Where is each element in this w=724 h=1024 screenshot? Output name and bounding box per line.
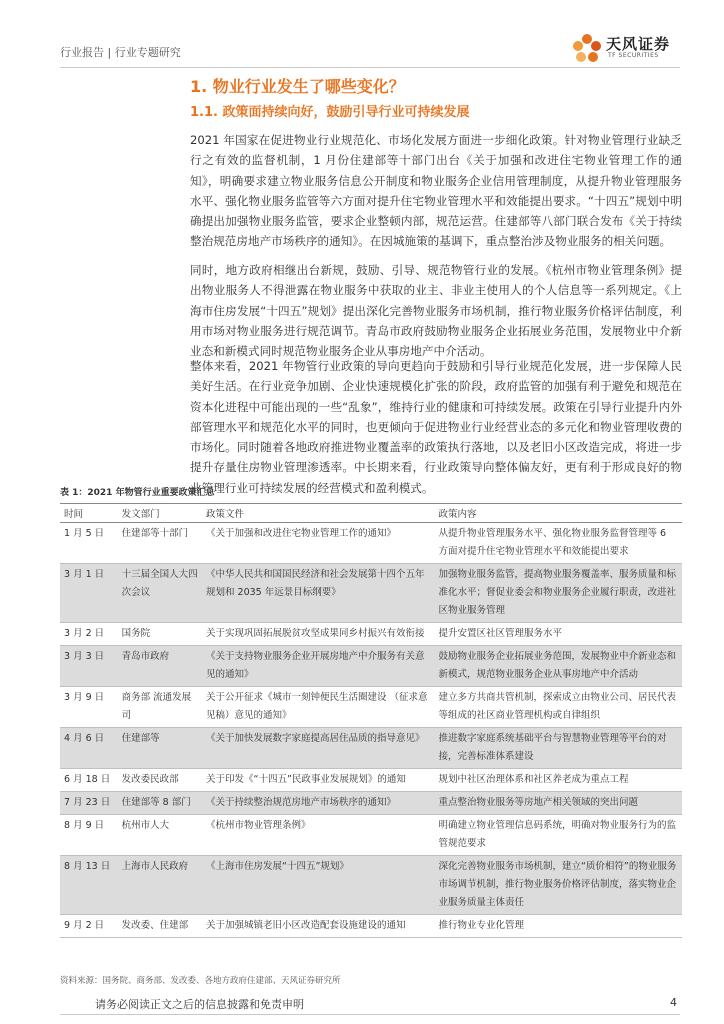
cell-document: 《中华人民共和国国民经济和社会发展第十四个五年规划和 2035 年远景目标纲要》 <box>202 564 434 623</box>
cell-department: 杭州市人大 <box>118 815 202 856</box>
cell-document: 关于实现巩固拓展脱贫攻坚成果同乡村振兴有效衔接 <box>202 623 434 646</box>
flower-logo-icon <box>570 32 604 66</box>
header-department: 发文部门 <box>118 504 202 523</box>
paragraph-3: 整体来看，2021 年物管行业政策的导向更趋向于鼓励和引导行业规范化发展，进一步保障人民美好生活。在行业竞争加剧、企业快速规模化扩张的阶段，政府监管的加强有利于避免和规范在资本化进程中可能出现的一些“乱象”，维持行业的健康和可持续发展。政策在引导行业提升内外部管理水平和规范化水平的同时，也更倾向于促进物业行业经营业态的多元化和物业管理收费的市场化。同时随着各地政府推进物业覆盖率的政策执行落地，以及老旧小区改造完成，将进一步提升存量住房物业管理渗透率。中长期来看，行业政策导向整体偏友好，更有利于形成良好的物业管理行业可持续发展的经营模式和盈利模式。 <box>190 359 682 495</box>
page-number: 4 <box>670 996 677 1009</box>
report-category: 行业报告 | 行业专题研究 <box>60 46 181 59</box>
table-header-row <box>60 504 682 523</box>
logo-subtext: TF SECURITIES <box>608 52 659 59</box>
table-row <box>60 687 682 728</box>
table-row <box>60 623 682 646</box>
cell-department: 住建部等十部门 <box>118 523 202 564</box>
table-title: 表 1：2021 年物管行业重要政策汇总 <box>60 488 215 498</box>
table-row <box>60 856 682 915</box>
cell-date: 3 月 1 日 <box>60 564 118 623</box>
cell-content: 推行物业专业化管理 <box>434 915 682 938</box>
cell-document: 《关于加快发展数字家庭提高居住品质的指导意见》 <box>202 728 434 769</box>
cell-content: 推进数字家庭系统基础平台与智慧物业管理等平台的对接，完善标准体系建设 <box>434 728 682 769</box>
cell-department: 发改委民政部 <box>118 769 202 792</box>
cell-document: 《关于持续整治规范房地产市场秩序的通知》 <box>202 792 434 815</box>
paragraph-1: 2021 年国家在促进物业行业规范化、市场化发展方面进一步细化政策。针对物业管理行业缺乏行之有效的监督机制，1 月份住建部等十部门出台《关于加强和改进住宅物业管理工作的通知》，明确要求建立物业服务信息公开制度和物业服务企业信用管理制度，从提升物业管理服务水平、强化物业服务监管等六方面对提升住宅物业管理水平和效能提出要求。“十四五”规划中明确提出加强物业服务监管，要求企业整顿内部，规范运营。住建部等八部门联合发布《关于持续整治规范房地产市场秩序的通知》。在因城施策的基调下，重点整治涉及物业服务的相关问题。 <box>190 133 682 249</box>
cell-department: 商务部 流通发展司 <box>118 687 202 728</box>
cell-content: 规划中社区治理体系和社区养老成为重点工程 <box>434 769 682 792</box>
cell-date: 3 月 2 日 <box>60 623 118 646</box>
table-row <box>60 815 682 856</box>
logo-text: 天风证券 <box>606 35 671 53</box>
cell-department: 住建部等 8 部门 <box>118 792 202 815</box>
table-row <box>60 792 682 815</box>
cell-department: 上海市人民政府 <box>118 856 202 915</box>
cell-date: 1 月 5 日 <box>60 523 118 564</box>
cell-department: 住建部等 <box>118 728 202 769</box>
cell-date: 8 月 9 日 <box>60 815 118 856</box>
table-row <box>60 523 682 564</box>
cell-document: 《杭州市物业管理条例》 <box>202 815 434 856</box>
footer-disclaimer: 请务必阅读正文之后的信息披露和免责申明 <box>95 998 304 1011</box>
cell-content: 加强物业服务监管，提高物业服务覆盖率、服务质量和标准化水平；督促业委会和物业服务企业履行职责，改进社区物业服务管理 <box>434 564 682 623</box>
cell-content: 从提升物业管理服务水平、强化物业服务监督管理等 6 方面对提升住宅物业管理水平和效能提出要求 <box>434 523 682 564</box>
table-row <box>60 728 682 769</box>
subsection-heading: 1.1. 政策面持续向好，鼓励引导行业可持续发展 <box>190 105 470 120</box>
cell-department: 发改委、住建部 <box>118 915 202 938</box>
header-date: 时间 <box>60 504 118 523</box>
cell-date: 4 月 6 日 <box>60 728 118 769</box>
policy-table <box>60 503 682 938</box>
footer-divider <box>60 1014 680 1015</box>
company-logo <box>570 30 680 66</box>
header-divider <box>60 67 680 68</box>
cell-content: 明确建立物业管理信息码系统，明确对物业服务行为的监管规范要求 <box>434 815 682 856</box>
cell-date: 9 月 2 日 <box>60 915 118 938</box>
cell-date: 7 月 23 日 <box>60 792 118 815</box>
cell-content: 鼓励物业服务企业拓展业务范围，发展物业中介新业态和新模式，规范物业服务企业从事房地产中介活动 <box>434 646 682 687</box>
table-row <box>60 564 682 623</box>
cell-date: 3 月 9 日 <box>60 687 118 728</box>
cell-document: 《关于支持物业服务企业开展房地产中介服务有关意见的通知》 <box>202 646 434 687</box>
cell-department: 国务院 <box>118 623 202 646</box>
header-content: 政策内容 <box>434 504 682 523</box>
cell-date: 8 月 13 日 <box>60 856 118 915</box>
table-row <box>60 769 682 792</box>
header-document: 政策文件 <box>202 504 434 523</box>
cell-document: 关于印发《“十四五”民政事业发展规划》的通知 <box>202 769 434 792</box>
cell-content: 重点整治物业服务等房地产相关领域的突出问题 <box>434 792 682 815</box>
cell-document: 《关于加强和改进住宅物业管理工作的通知》 <box>202 523 434 564</box>
cell-document: 关于加强城镇老旧小区改造配套设施建设的通知 <box>202 915 434 938</box>
cell-department: 十三届全国人大四次会议 <box>118 564 202 623</box>
paragraph-2: 同时，地方政府相继出台新规，鼓励、引导、规范物管行业的发展。《杭州市物业管理条例》提出物业服务人不得泄露在物业服务中获取的业主、非业主使用人的个人信息等一系列规定。《上海市住房发展“十四五”规划》提出深化完善物业服务市场机制，推行物业服务价格评估制度，利用市场对物业服务进行规范调节。青岛市政府鼓励物业服务企业拓展业务范围，发展物业中介新业态和新模式同时规范物业服务企业从事房地产中介活动。 <box>190 263 682 359</box>
table-row <box>60 915 682 938</box>
cell-content: 深化完善物业服务市场机制，建立“质价相符”的物业服务市场调节机制，推行物业服务价格评估制度，落实物业企业服务质量主体责任 <box>434 856 682 915</box>
cell-date: 3 月 3 日 <box>60 646 118 687</box>
cell-date: 6 月 18 日 <box>60 769 118 792</box>
section-heading: 1. 物业行业发生了哪些变化？ <box>190 77 405 96</box>
table-row <box>60 646 682 687</box>
cell-document: 《上海市住房发展“十四五”规划》 <box>202 856 434 915</box>
cell-content: 提升安置区社区管理服务水平 <box>434 623 682 646</box>
table-source: 资料来源：国务院、商务部、发改委、各地方政府住建部、天风证券研究所 <box>60 976 341 986</box>
cell-document: 关于公开征求《城市一刻钟便民生活圈建设 （征求意见稿）意见的通知》 <box>202 687 434 728</box>
cell-content: 建立多方共商共管机制，探索成立由物业公司、居民代表等组成的社区商业管理机构或自律组织 <box>434 687 682 728</box>
cell-department: 青岛市政府 <box>118 646 202 687</box>
